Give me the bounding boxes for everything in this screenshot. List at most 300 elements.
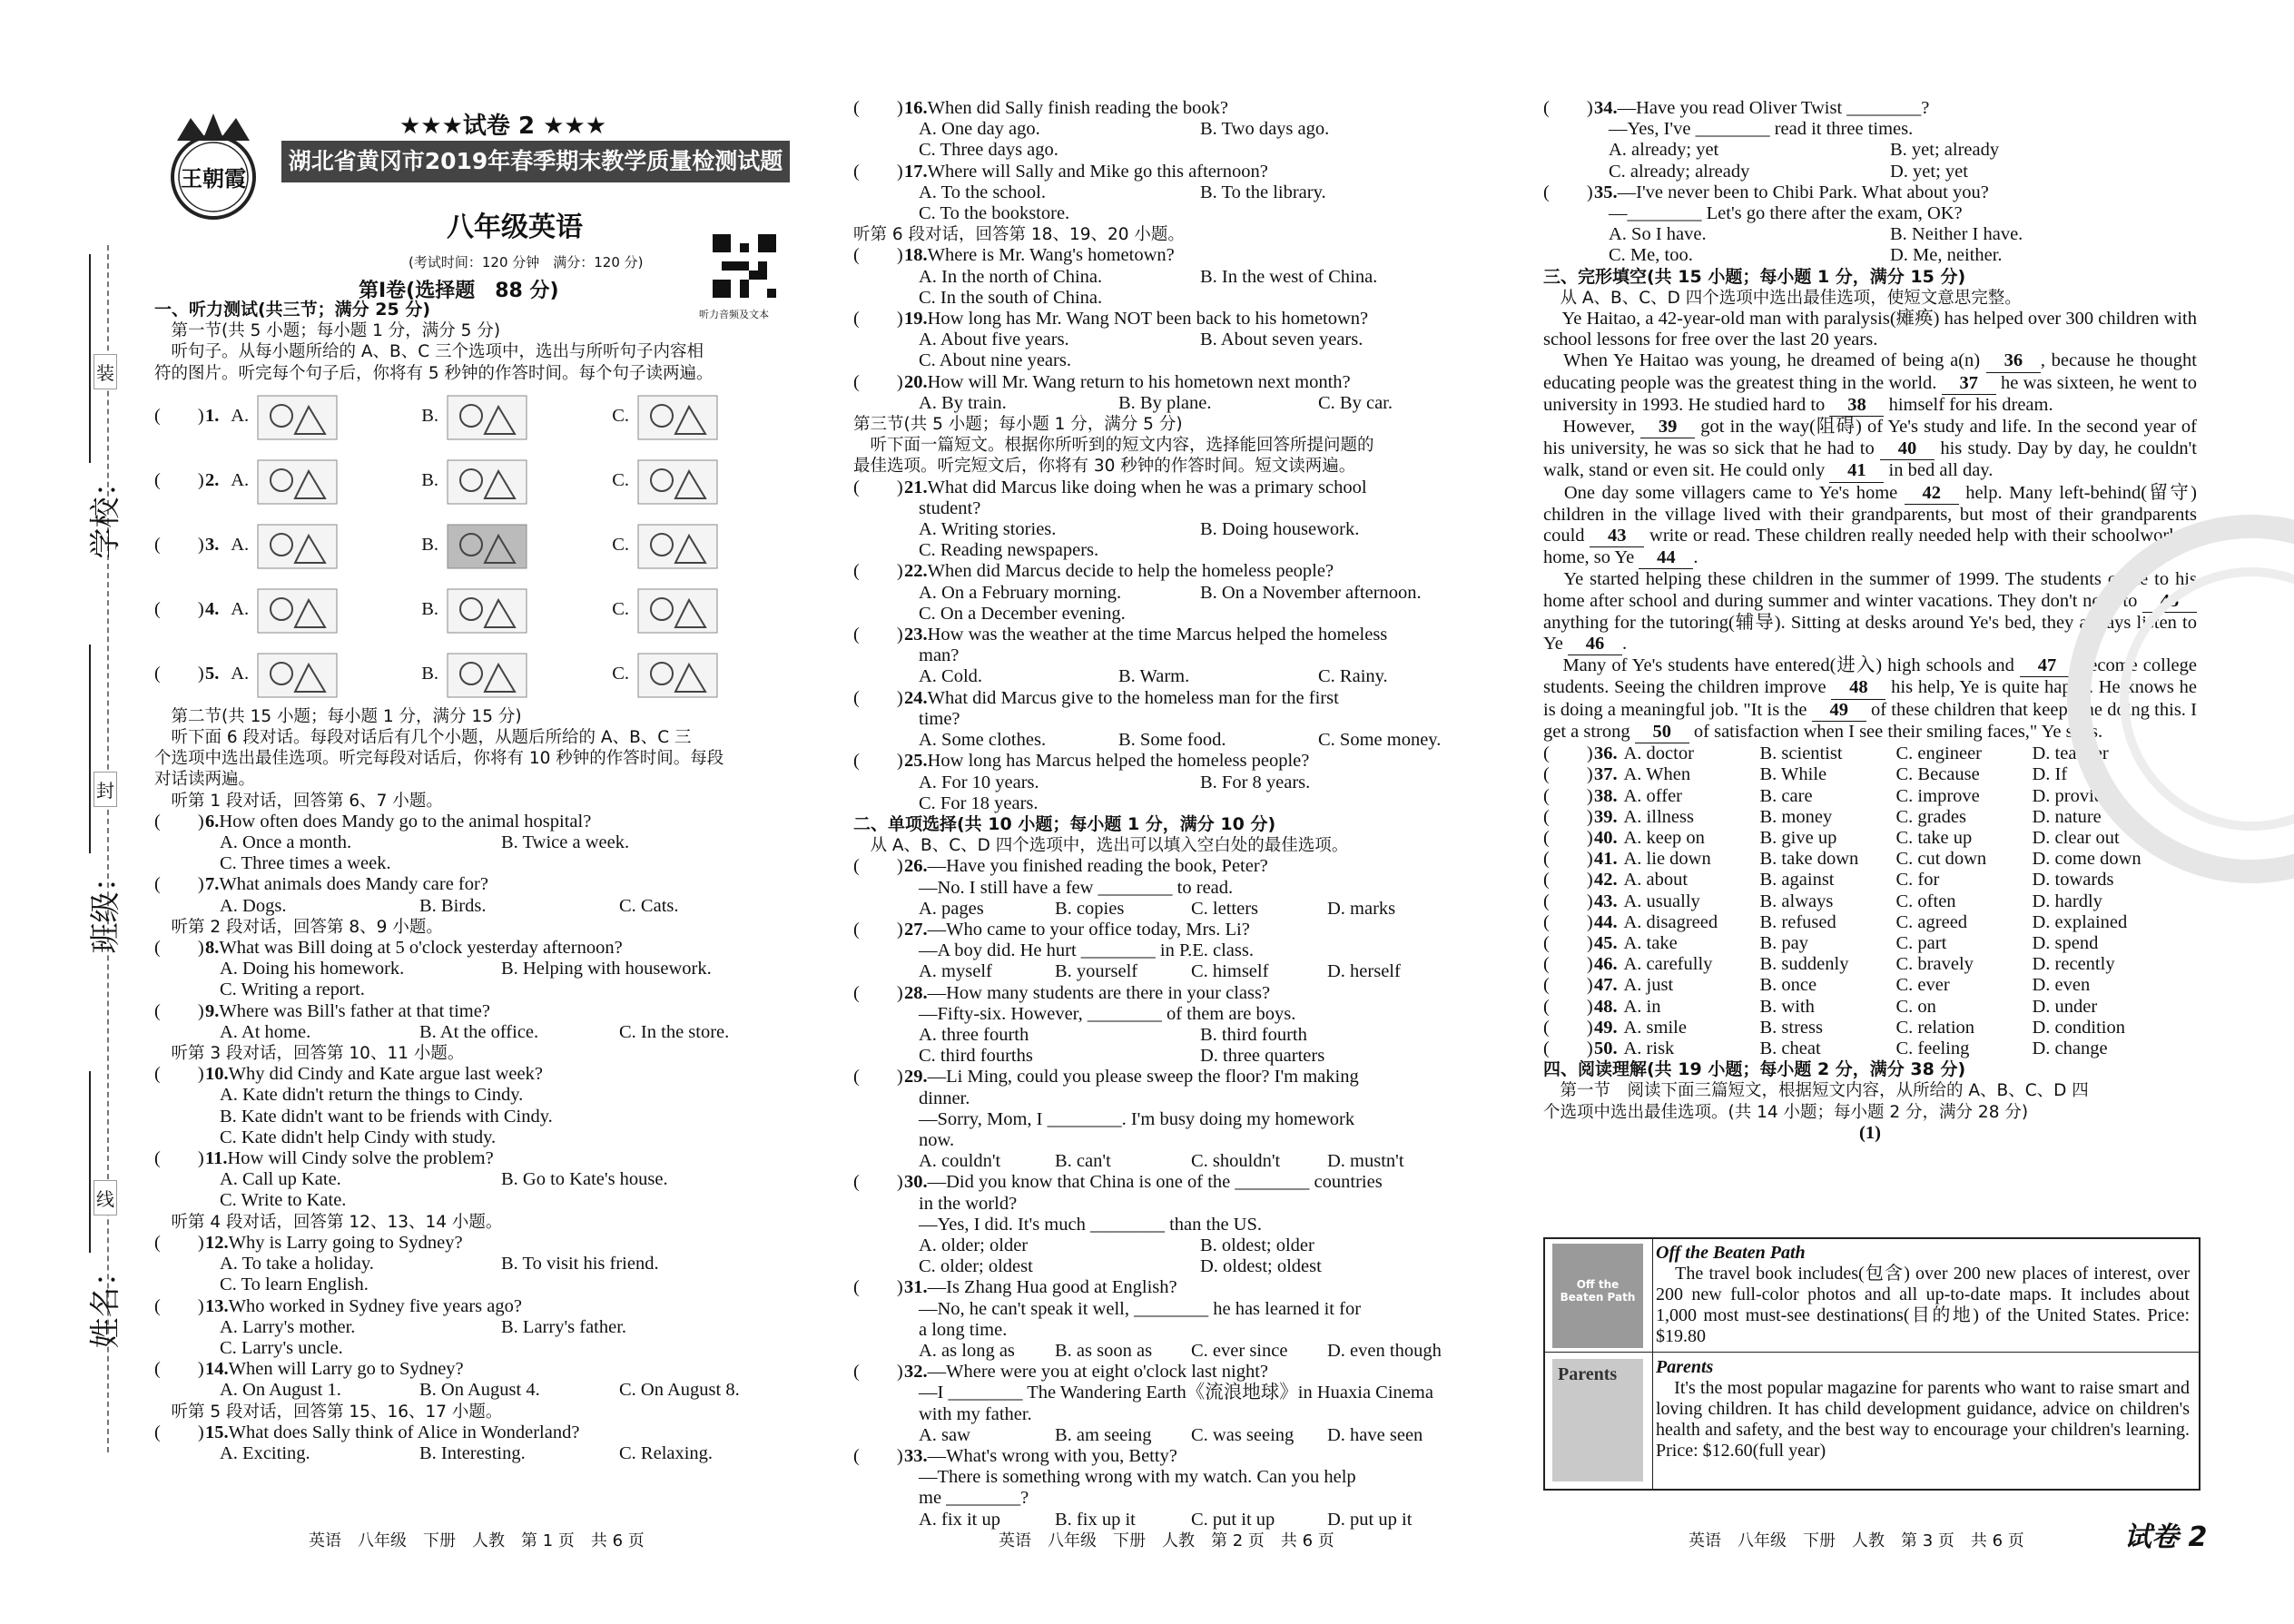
option: C. Rainy.: [1318, 666, 1388, 687]
option-line: [853, 1025, 1507, 1046]
option: A. At home.: [220, 1021, 311, 1042]
cloze-blank-46[interactable]: 46: [1568, 634, 1622, 655]
option: C. bravely: [1895, 954, 1974, 975]
option: C. In the store.: [619, 1021, 730, 1042]
option: B. money: [1759, 806, 1833, 827]
cloze-blank-38[interactable]: 38: [1829, 395, 1884, 417]
question-6: [154, 812, 826, 832]
option-c[interactable]: [612, 577, 802, 642]
part-one-heading: 第Ⅰ卷(选择题 88 分): [359, 280, 559, 302]
question-number: 46: [1594, 954, 1613, 975]
option-b[interactable]: [421, 577, 612, 642]
question-32: [853, 1362, 1507, 1383]
question-number: 28: [904, 982, 923, 1003]
question-dot: .: [223, 1295, 229, 1316]
question-text: When will Larry go to Sydney?: [228, 1359, 464, 1380]
option-line: [853, 583, 1507, 604]
option-line: —Yes, I did. It's much ________ than the US.: [919, 1214, 1263, 1235]
answer-blank[interactable]: ( ): [1543, 827, 1593, 848]
question-text: —Is Zhang Hua good at English?: [927, 1277, 1177, 1298]
option: A. Dogs.: [220, 895, 287, 916]
option-a[interactable]: [231, 513, 421, 577]
question-number: 10: [205, 1064, 224, 1085]
option-line: in the world?: [919, 1193, 1018, 1214]
question-text: —Did you know that China is one of the ________ countries: [927, 1172, 1383, 1193]
option: B. While: [1759, 764, 1827, 785]
section-text: 听第 5 段对话，回答第 15、16、17 小题。: [154, 1402, 503, 1422]
answer-blank[interactable]: ( ): [1543, 891, 1593, 911]
girl-with-flower-icon: [444, 584, 530, 636]
option-line: C. Writing a report.: [220, 979, 365, 1000]
great-wall-icon: [444, 648, 530, 701]
option-line: [853, 393, 1507, 414]
option: B. Two days ago.: [1200, 119, 1330, 140]
travel-book-cover-image: Off the Beaten Path: [1552, 1244, 1643, 1348]
option: B. against: [1759, 870, 1835, 891]
question-dot: .: [922, 245, 928, 266]
answer-blank[interactable]: ( ): [853, 1362, 903, 1383]
question-26: [853, 856, 1507, 877]
option: C. often: [1895, 891, 1956, 911]
answer-blank[interactable]: ( ): [1543, 932, 1593, 953]
option-line: B. Kate didn't want to be friends with Cindy.: [220, 1106, 553, 1127]
question-dot: .: [922, 856, 928, 877]
picture-question-5: [154, 642, 826, 706]
question-dot: .: [1612, 870, 1618, 891]
answer-blank[interactable]: ( ): [853, 477, 903, 497]
class-label: 班级：: [87, 861, 124, 954]
question-dot: .: [922, 1362, 928, 1383]
option: A. lie down: [1623, 849, 1711, 870]
option: A. On August 1.: [220, 1380, 341, 1401]
house-icon: [635, 584, 721, 636]
answer-blank[interactable]: ( ): [154, 1000, 204, 1021]
option: B. suddenly: [1759, 954, 1849, 975]
option-a[interactable]: [231, 577, 421, 642]
question-text: What does Sally think of Alice in Wonderland?: [228, 1422, 580, 1442]
cloze-paragraph: However, 39 got in the way(阻碍) of Ye's study and life. In the second year of his university, he was so sick that he had to 40 his study. Day by day, he couldn't walk, stand or even sit. He could only 41 in bed all day.: [1543, 417, 2197, 483]
question-dot: .: [214, 405, 220, 426]
qr-code-icon[interactable]: [713, 234, 776, 298]
ad-parents-magazine: [1656, 1357, 2190, 1462]
question-dot: .: [922, 1446, 928, 1466]
option: A. older; older: [919, 1235, 1029, 1255]
answer-blank[interactable]: ( ): [853, 371, 903, 392]
cloze-blank-50[interactable]: 50: [1635, 722, 1689, 743]
question-text: —Li Ming, could you please sweep the floor? I'm making: [927, 1067, 1359, 1088]
answer-blank[interactable]: ( ): [1543, 785, 1593, 806]
question-number: 24: [904, 687, 923, 708]
question-number: 47: [1594, 975, 1613, 996]
option-a[interactable]: [231, 642, 421, 706]
option: B. On August 4.: [419, 1380, 540, 1401]
question-11: [154, 1148, 826, 1169]
cloze-blank-36[interactable]: 36: [1986, 350, 2041, 372]
question-28: [853, 983, 1507, 1004]
question-number: 11: [205, 1148, 223, 1169]
answer-blank[interactable]: ( ): [154, 1422, 204, 1442]
question-number: 49: [1594, 1017, 1613, 1038]
option-label: A.: [231, 598, 250, 619]
answer-blank[interactable]: ( ): [853, 1067, 903, 1088]
name-field[interactable]: [89, 1071, 91, 1253]
question-21: [853, 477, 1507, 498]
option-line: [853, 330, 1507, 350]
answer-blank[interactable]: ( ): [154, 663, 204, 684]
option: B. am seeing: [1055, 1424, 1152, 1445]
answer-blank[interactable]: ( ): [853, 751, 903, 772]
cloze-blank-42[interactable]: 42: [1905, 483, 1959, 505]
option: C. himself: [1191, 961, 1269, 982]
answer-blank[interactable]: ( ): [853, 982, 903, 1003]
option: C. already; already: [1609, 161, 1750, 182]
cloze-option-row: [1543, 1038, 2197, 1059]
question-text: —Have you finished reading the book, Peter?: [927, 856, 1268, 877]
answer-blank[interactable]: ( ): [154, 1232, 204, 1253]
option: A. already; yet: [1609, 140, 1719, 161]
option: B. stress: [1759, 1017, 1823, 1038]
option: A. usually: [1623, 891, 1700, 911]
answer-blank[interactable]: ( ): [154, 598, 204, 619]
question-22: [853, 561, 1507, 582]
answer-blank[interactable]: ( ): [1543, 996, 1593, 1017]
page-footer-2: 英语 八年级 下册 人教 第 2 页 共 6 页: [999, 1531, 1334, 1550]
answer-blank[interactable]: ( ): [1543, 870, 1593, 891]
option-label: A.: [231, 534, 250, 555]
seal-mark-3: 线: [94, 1180, 117, 1216]
question-dot: .: [922, 1277, 928, 1298]
question-number: 36: [1594, 743, 1613, 764]
answer-blank[interactable]: ( ): [1543, 911, 1593, 932]
option-b[interactable]: [421, 384, 612, 448]
question-number: 1: [205, 405, 215, 426]
question-dot: .: [1612, 98, 1618, 118]
cloze-paragraph: One day some villagers came to Ye's home 42 help. Many left-behind(留守) children in the village lived with their grandparents, but most of their grandparents could 43 write or read. These children really needed help with their schoolwork at home, so Ye 44 .: [1543, 483, 2197, 570]
option: B. fix up it: [1055, 1509, 1136, 1530]
option: B. In the west of China.: [1200, 266, 1378, 287]
option: A. smile: [1623, 1017, 1687, 1038]
svg-text:王朝霞: 王朝霞: [181, 166, 246, 192]
cloze-blank-45[interactable]: 45: [2142, 591, 2197, 613]
option: D. herself: [1327, 961, 1401, 982]
question-29: [853, 1067, 1507, 1088]
exam-info: (考试时间：120 分钟 满分：120 分): [409, 254, 644, 271]
option: D. change: [2032, 1038, 2108, 1058]
option: C. take up: [1895, 827, 1973, 848]
cloze-blank-43[interactable]: 43: [1590, 526, 1644, 547]
page-footer-1: 英语 八年级 下册 人教 第 1 页 共 6 页: [309, 1531, 645, 1550]
option: B. once: [1759, 975, 1817, 996]
reading-intro-2: 个选项中选出最佳选项。(共 14 小题；每小题 2 分，满分 28 分): [1543, 1102, 2029, 1122]
question-text: —How many students are there in your class?: [927, 982, 1271, 1003]
option-line: C. Kate didn't help Cindy with study.: [220, 1127, 497, 1147]
question-number: 22: [904, 561, 923, 582]
option: A. One day ago.: [919, 119, 1040, 140]
option: A. just: [1623, 975, 1674, 996]
question-text: Who worked in Sydney five years ago?: [228, 1295, 522, 1316]
option-line: [1543, 140, 2197, 161]
answer-blank[interactable]: ( ): [1543, 1038, 1593, 1058]
option-c[interactable]: [612, 513, 802, 577]
question-number: 15: [205, 1422, 224, 1442]
binding-strip: [0, 0, 154, 1624]
option-label: B.: [421, 405, 439, 426]
answer-blank[interactable]: ( ): [853, 625, 903, 645]
ad-body: It's the most popular magazine for parents who want to raise smart and loving children. It has child development guidance, advice on children's health and safety, and the best way to encourage your children's learning. Price: $12.60(full year): [1656, 1378, 2190, 1461]
option: B. About seven years.: [1200, 330, 1364, 350]
answer-blank[interactable]: ( ): [154, 1148, 204, 1169]
section-text: 听第 4 段对话，回答第 12、13、14 小题。: [154, 1212, 503, 1232]
answer-blank[interactable]: ( ): [154, 1295, 204, 1316]
section-text: 二、单项选择(共 10 小题；每小题 1 分，满分 10 分): [853, 813, 1276, 834]
option: A. keep on: [1623, 827, 1705, 848]
option-line: —There is something wrong with my watch. Can you help: [919, 1467, 1356, 1488]
option: D. three quarters: [1200, 1046, 1325, 1067]
question-number: 43: [1594, 891, 1613, 911]
option: B. oldest; older: [1200, 1235, 1314, 1255]
option-line: [154, 1380, 826, 1401]
question-number: 27: [904, 919, 923, 940]
answer-blank[interactable]: ( ): [1543, 1017, 1593, 1038]
option-b[interactable]: [421, 513, 612, 577]
question-17: [853, 162, 1507, 182]
cloze-blank-48[interactable]: 48: [1831, 677, 1885, 699]
answer-blank[interactable]: ( ): [1543, 764, 1593, 785]
subject-title: 八年级英语: [447, 212, 583, 243]
option-line: C. In the south of China.: [919, 287, 1103, 308]
question-number: 8: [205, 938, 215, 959]
school-label: 学校：: [87, 466, 124, 559]
question-text: How often does Mandy go to the animal hospital?: [219, 811, 592, 832]
option: D. marks: [1327, 898, 1396, 919]
question-number: 40: [1594, 827, 1613, 848]
answer-blank[interactable]: ( ): [853, 687, 903, 708]
question-number: 9: [205, 1000, 215, 1021]
answer-blank[interactable]: ( ): [1543, 743, 1593, 764]
option: B. Twice a week.: [501, 832, 630, 853]
question-dot: .: [214, 811, 220, 832]
picture-questions: [154, 384, 826, 706]
option-line: student?: [919, 497, 981, 518]
question-text: Where is Mr. Wang's hometown?: [927, 245, 1175, 266]
option: A. carefully: [1623, 954, 1713, 975]
answer-blank[interactable]: ( ): [154, 811, 204, 832]
option-line: time?: [919, 708, 960, 729]
option-line: [853, 182, 1507, 203]
question-dot: .: [214, 1000, 220, 1021]
option: B. On a November afternoon.: [1200, 582, 1422, 603]
question-dot: .: [223, 1422, 229, 1442]
answer-blank[interactable]: ( ): [853, 919, 903, 940]
answer-blank[interactable]: ( ): [853, 245, 903, 266]
answer-blank[interactable]: ( ): [1543, 182, 1593, 202]
option: A. risk: [1623, 1038, 1675, 1058]
pandas-icon: [254, 648, 340, 701]
picture-question-1: [154, 384, 826, 448]
section-text: 第二节(共 15 小题；每小题 1 分，满分 15 分): [154, 706, 522, 726]
option-line: dinner.: [919, 1088, 970, 1108]
option-c[interactable]: [612, 448, 802, 513]
answer-blank[interactable]: ( ): [154, 874, 204, 895]
option: D. even though: [1327, 1340, 1442, 1361]
question-number: 32: [904, 1362, 923, 1383]
question-text: When did Sally finish reading the book?: [927, 98, 1228, 118]
cloze-blank-47[interactable]: 47: [2020, 655, 2074, 677]
section-text: 听下面 6 段对话。每段对话后有几个小题，从题后所给的 A、B、C 三: [154, 728, 692, 748]
answer-blank[interactable]: ( ): [154, 534, 204, 555]
option-line: [853, 730, 1507, 751]
question-text: Where will Sally and Mike go this afternoon?: [927, 161, 1268, 182]
option: C. shouldn't: [1191, 1151, 1281, 1172]
option: C. On August 8.: [619, 1380, 740, 1401]
table-row-divider: [1545, 1352, 2199, 1353]
question-31: [853, 1277, 1507, 1298]
answer-blank[interactable]: ( ): [154, 469, 204, 490]
cloze-blank-41[interactable]: 41: [1829, 460, 1884, 482]
question-number: 6: [205, 811, 215, 832]
cloze-option-row: [1543, 912, 2197, 933]
option: D. under: [2032, 996, 2098, 1017]
column-1: [154, 300, 826, 1464]
option: A. Once a month.: [220, 832, 352, 853]
answer-blank[interactable]: ( ): [1543, 849, 1593, 870]
option-b[interactable]: [421, 448, 612, 513]
option: A. Exciting.: [220, 1442, 310, 1463]
cloze-blank-37[interactable]: 37: [1942, 373, 1996, 395]
question-12: [154, 1233, 826, 1254]
question-number: 23: [904, 625, 923, 645]
question-number: 5: [205, 663, 215, 684]
answer-blank[interactable]: ( ): [1543, 806, 1593, 827]
answer-blank[interactable]: ( ): [154, 1359, 204, 1380]
option: C. Because: [1895, 764, 1980, 785]
question-35: [1543, 182, 2197, 203]
question-number: 33: [904, 1446, 923, 1466]
option: D. come down: [2032, 849, 2141, 870]
option: D. Me, neither.: [1890, 245, 2003, 266]
option: B. Larry's father.: [501, 1316, 627, 1337]
option: A. couldn't: [919, 1151, 1001, 1172]
question-text: What did Marcus give to the homeless man for the first: [927, 687, 1339, 708]
question-text: What did Marcus like doing when he was a primary school: [927, 477, 1367, 497]
answer-blank[interactable]: ( ): [853, 161, 903, 182]
question-15: [154, 1422, 826, 1443]
option: C. part: [1895, 932, 1947, 953]
question-number: 26: [904, 856, 923, 877]
option: A. in: [1623, 996, 1661, 1017]
answer-blank[interactable]: ( ): [1543, 975, 1593, 996]
option-line: C. On a December evening.: [919, 603, 1126, 624]
answer-blank[interactable]: ( ): [853, 1277, 903, 1298]
option-line: C. Three days ago.: [919, 140, 1058, 161]
option: A. myself: [919, 961, 992, 982]
option: C. improve: [1895, 785, 1980, 806]
section-text: 听句子。从每小题所给的 A、B、C 三个选项中，选出与所听句子内容相: [154, 342, 704, 362]
option: A. To take a holiday.: [220, 1254, 374, 1275]
option-c[interactable]: [612, 384, 802, 448]
seal-mark-1: 装: [94, 354, 117, 389]
answer-blank[interactable]: ( ): [853, 1172, 903, 1193]
option: A. about: [1623, 870, 1689, 891]
answer-blank[interactable]: ( ): [154, 405, 204, 426]
option-c[interactable]: [612, 642, 802, 706]
answer-blank[interactable]: ( ): [1543, 954, 1593, 975]
answer-blank[interactable]: ( ): [1543, 98, 1593, 118]
cartoon-kid-icon: [444, 390, 530, 443]
question-33: [853, 1446, 1507, 1467]
question-dot: .: [1612, 932, 1618, 953]
cloze-blank-39[interactable]: 39: [1640, 417, 1695, 438]
question-number: 17: [904, 161, 923, 182]
answer-blank[interactable]: ( ): [154, 938, 204, 959]
question-text: How will Mr. Wang return to his hometown next month?: [927, 371, 1351, 392]
answer-blank[interactable]: ( ): [853, 856, 903, 877]
answer-blank[interactable]: ( ): [853, 98, 903, 118]
option: C. Some money.: [1318, 730, 1442, 751]
option-a[interactable]: [231, 448, 421, 513]
answer-blank[interactable]: ( ): [853, 309, 903, 330]
question-number: 39: [1594, 806, 1613, 827]
option-label: C.: [612, 405, 630, 426]
option-a[interactable]: [231, 384, 421, 448]
option: A. as long as: [919, 1340, 1015, 1361]
question-dot: .: [922, 309, 928, 330]
answer-blank[interactable]: ( ): [853, 561, 903, 582]
cloze-blank-49[interactable]: 49: [1812, 700, 1866, 722]
cloze-blank-44[interactable]: 44: [1639, 547, 1693, 569]
section-text: 符的图片。听完每个句子后，你将有 5 秒钟的作答时间。每个句子读两遍。: [154, 363, 714, 383]
question-25: [853, 751, 1507, 772]
option: D. even: [2032, 975, 2091, 996]
school-field[interactable]: [89, 254, 91, 463]
option: D. towards: [2032, 870, 2114, 891]
question-number: 3: [205, 534, 215, 555]
cloze-option-row: [1543, 1018, 2197, 1038]
class-field[interactable]: [89, 645, 91, 853]
option-label: B.: [421, 598, 439, 619]
question-text: What animals does Mandy care for?: [219, 874, 488, 895]
option: A. take: [1623, 932, 1678, 953]
option: A. For 10 years.: [919, 772, 1039, 792]
question-number: 42: [1594, 870, 1613, 891]
option: C. cut down: [1895, 849, 1987, 870]
option-label: B.: [421, 534, 439, 555]
watermark-seal: [2043, 508, 2294, 890]
option: B. Some food.: [1118, 730, 1226, 751]
option-line: with my father.: [919, 1403, 1032, 1424]
answer-blank[interactable]: ( ): [154, 1064, 204, 1085]
option: A. On a February morning.: [919, 582, 1122, 603]
option-label: A.: [231, 663, 250, 684]
question-dot: .: [214, 663, 220, 684]
question-dot: .: [922, 687, 928, 708]
option: B. with: [1759, 996, 1815, 1017]
question-dot: .: [922, 561, 928, 582]
option: C. relation: [1895, 1017, 1975, 1038]
option-line: [853, 119, 1507, 140]
option-b[interactable]: [421, 642, 612, 706]
section-text: 第三节(共 5 小题；每小题 1 分，满分 5 分): [853, 415, 1183, 435]
option-line: C. Three times a week.: [220, 853, 391, 874]
option-line: [853, 1151, 1507, 1172]
question-dot: .: [1612, 806, 1618, 827]
question-number: 41: [1594, 849, 1613, 870]
cloze-blank-40[interactable]: 40: [1880, 438, 1935, 460]
section-text: 从 A、B、C、D 四个选项中，选出可以填入空白处的最佳选项。: [853, 836, 1349, 856]
option-line: —Fifty-six. However, ________ of them are boys.: [919, 1003, 1296, 1024]
paper-number-badge: 试卷 2: [2124, 1521, 2208, 1553]
answer-blank[interactable]: ( ): [853, 1446, 903, 1466]
